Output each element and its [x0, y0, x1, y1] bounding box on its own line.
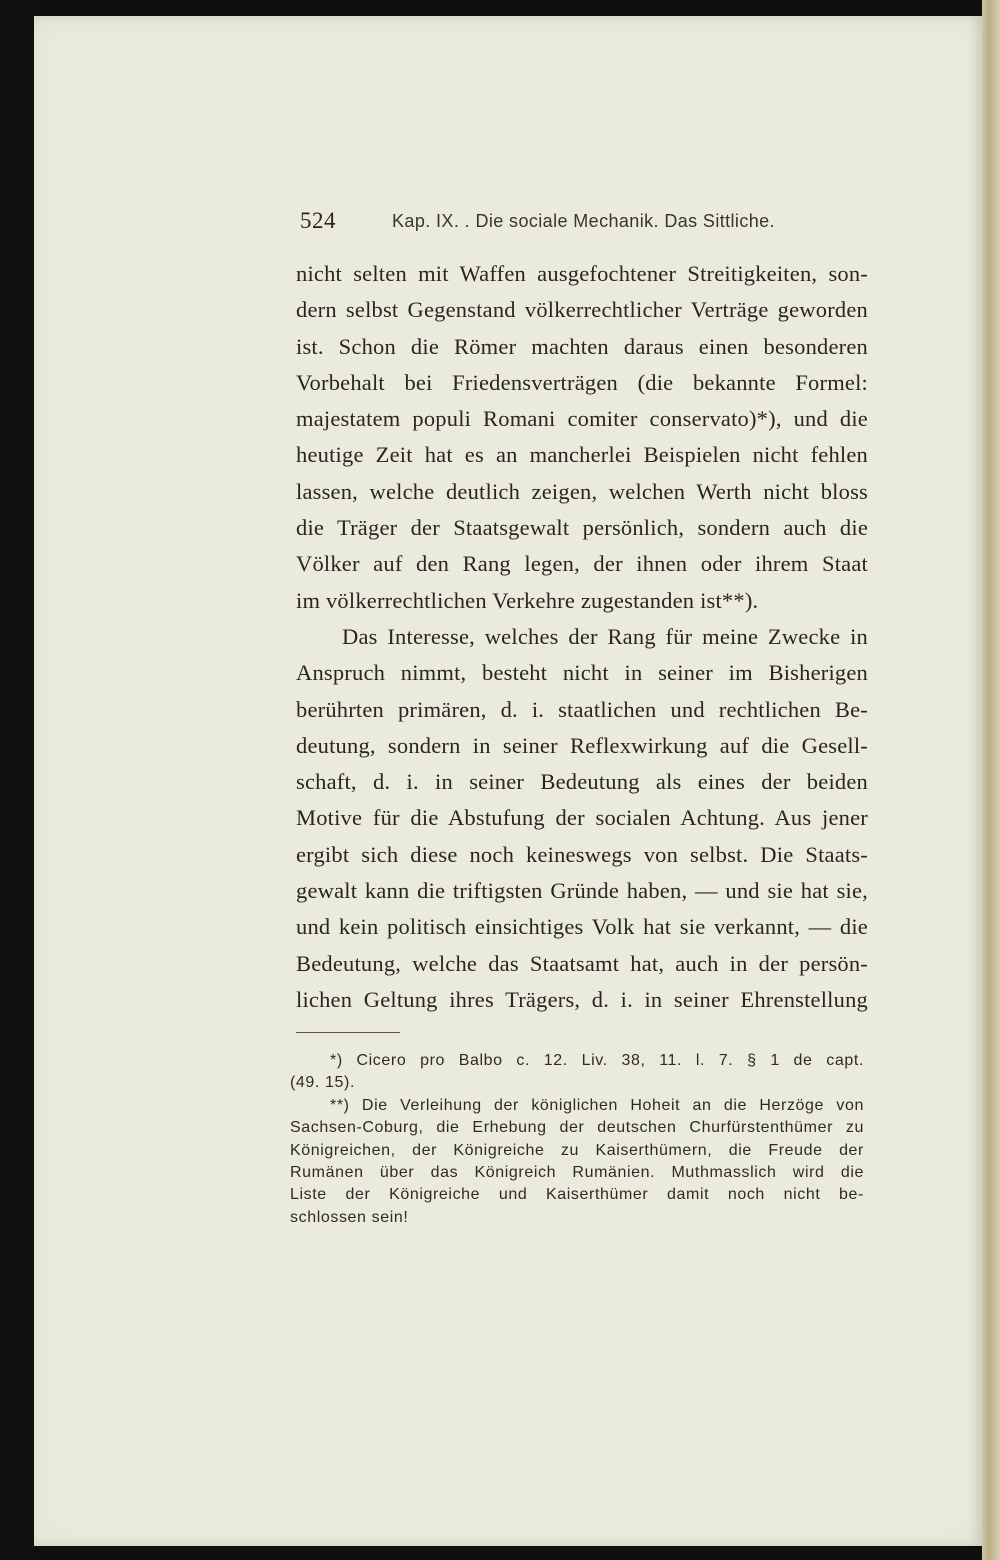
body-line: dern selbst Gegenstand völkerrechtlicher Verträge geworden: [296, 297, 868, 323]
body-line: Motive für die Abstufung der socialen Achtung. Aus jener: [296, 805, 868, 831]
body-line: im völkerrechtlichen Verkehre zugestanden ist**).: [296, 587, 759, 613]
page-header: [300, 208, 868, 240]
body-line: deutung, sondern in seiner Reflexwirkung auf die Gesell-: [296, 732, 868, 758]
footnote-rule: [296, 1032, 400, 1033]
scan-border-left: [0, 0, 34, 1560]
footnote-line: *) Cicero pro Balbo c. 12. Liv. 38, 11. l. 7. § 1 de capt.: [330, 1052, 864, 1069]
footnote-line: Rumänen über das Königreich Rumänien. Muthmasslich wird die: [290, 1163, 864, 1181]
footnote-line: (49. 15).: [290, 1074, 355, 1092]
body-line: Anspruch nimmt, besteht nicht in seiner im Bisherigen: [296, 660, 868, 686]
body-line: und kein politisch einsichtiges Volk hat sie verkannt, — die: [296, 914, 868, 940]
footnote-line: **) Die Verleihung der königlichen Hoheit an die Herzöge von: [330, 1096, 864, 1114]
footnote-line: Königreichen, der Königreiche zu Kaiserthümern, die Freude der: [290, 1141, 864, 1159]
body-line: heutige Zeit hat es an mancherlei Beispielen nicht fehlen: [296, 442, 868, 468]
body-line: Vorbehalt bei Friedensverträgen (die bekannte Formel:: [296, 369, 868, 395]
body-line: Das Interesse, welches der Rang für meine Zwecke in: [342, 623, 868, 649]
body-line: ergibt sich diese noch keineswegs von selbst. Die Staats-: [296, 841, 868, 867]
body-line: gewalt kann die triftigsten Gründe haben, — und sie hat sie,: [296, 878, 868, 904]
body-line: Bedeutung, welche das Staatsamt hat, auch in der persön-: [296, 950, 868, 976]
footnote-line: Sachsen-Coburg, die Erhebung der deutschen Churfürstenthümer zu: [290, 1119, 864, 1137]
body-line: schaft, d. i. in seiner Bedeutung als eines der beiden: [296, 769, 868, 795]
body-line: lichen Geltung ihres Trägers, d. i. in seiner Ehrenstellung: [296, 986, 868, 1012]
body-text: [296, 256, 868, 1018]
footnote-line: Liste der Königreiche und Kaiserthümer damit noch nicht be-: [290, 1186, 864, 1204]
page-edge-strip: [982, 0, 1000, 1560]
page-number: 524: [300, 208, 336, 233]
body-line: nicht selten mit Waffen ausgefochtener Streitigkeiten, son-: [296, 261, 868, 286]
body-line: lassen, welche deutlich zeigen, welchen Werth nicht bloss: [296, 478, 868, 504]
body-line: Völker auf den Rang legen, der ihnen oder ihrem Staat: [296, 551, 868, 577]
running-head: Kap. IX. . Die sociale Mechanik. Das Sittliche.: [392, 211, 775, 231]
footnotes: [290, 1050, 864, 1229]
body-line: majestatem populi Romani comiter conservato)*), und die: [296, 406, 868, 432]
body-line: die Träger der Staatsgewalt persönlich, sondern auch die: [296, 515, 868, 541]
footnote-line: schlossen sein!: [290, 1208, 409, 1226]
body-line: ist. Schon die Römer machten daraus einen besonderen: [296, 333, 868, 359]
body-line: berührten primären, d. i. staatlichen und rechtlichen Be-: [296, 696, 868, 722]
